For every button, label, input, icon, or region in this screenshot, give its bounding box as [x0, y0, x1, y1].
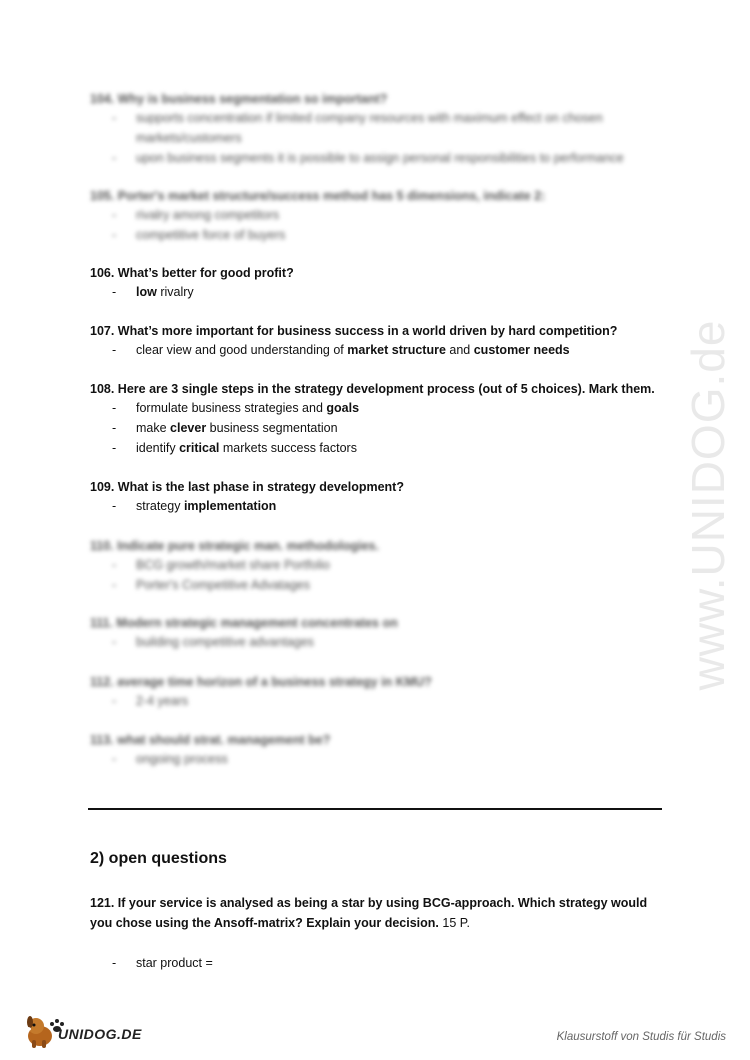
question-112 [90, 673, 670, 711]
question-title: 112. average time horizon of a business strategy in KMU? [90, 675, 432, 689]
answer-item: - clear view and good understanding of market structure and customer needs [112, 343, 570, 357]
watermark: www.UNIDOG.de [682, 319, 734, 691]
question-title: 111. Modern strategic management concentrates on [90, 616, 398, 630]
star-product-item: - star product = [112, 956, 213, 970]
answer-item: - strategy implementation [112, 499, 277, 513]
question-106 [90, 264, 670, 302]
answer-item: - building competitive advantages [112, 635, 314, 649]
question-title: 106. What’s better for good profit? [90, 266, 294, 280]
question-108 [90, 380, 710, 458]
answer-item: - supports concentration if limited company resources with maximum effect on chosen markets/customers [112, 111, 603, 145]
answer-item: - low rivalry [112, 285, 194, 299]
answer-item: - competitive force of buyers [112, 228, 286, 242]
question-111 [90, 614, 670, 652]
open-question-points: 15 P. [438, 916, 470, 930]
question-110 [90, 537, 670, 595]
footer-slogan: Klausurstoff von Studis für Studis [556, 1031, 726, 1043]
horizontal-divider [88, 808, 662, 810]
answer-item: - ongoing process [112, 752, 228, 766]
answer-item: - Porter's Competitive Advatages [112, 578, 310, 592]
logo-text: UNIDOG.DE [58, 1026, 142, 1042]
question-105 [90, 187, 670, 245]
question-109 [90, 478, 670, 516]
answer-item: - make clever business segmentation [112, 421, 338, 435]
question-title: 108. Here are 3 single steps in the strategy development process (out of 5 choices). Mark them. [90, 382, 655, 396]
question-title: 109. What is the last phase in strategy development? [90, 480, 404, 494]
question-107 [90, 322, 690, 360]
answer-item: - upon business segments it is possible to assign personal responsibilities to performance [112, 151, 624, 165]
section-title: 2) open questions [90, 850, 227, 867]
question-title: 104. Why is business segmentation so important? [90, 92, 388, 106]
answer-item: - BCG growth/market share Portfolio [112, 558, 330, 572]
answer-item: - identify critical markets success factors [112, 441, 357, 455]
question-title: 107. What’s more important for business success in a world driven by hard competition? [90, 324, 618, 338]
question-113 [90, 731, 670, 769]
open-question-121 [90, 893, 660, 933]
answer-item: - 2-4 years [112, 694, 189, 708]
open-question-text: 121. If your service is analysed as being a star by using BCG-approach. Which strategy would you chose using the Ansoff-matrix? Explain your decision. [90, 896, 648, 930]
question-title: 110. Indicate pure strategic man. methodologies. [90, 539, 379, 553]
answer-item: - formulate business strategies and goals [112, 401, 360, 415]
question-104 [90, 90, 670, 168]
question-title: 105. Porter's market structure/success method has 5 dimensions, indicate 2: [90, 189, 546, 203]
answer-item: - rivalry among competitors [112, 208, 280, 222]
question-title: 113. what should strat. management be? [90, 733, 331, 747]
